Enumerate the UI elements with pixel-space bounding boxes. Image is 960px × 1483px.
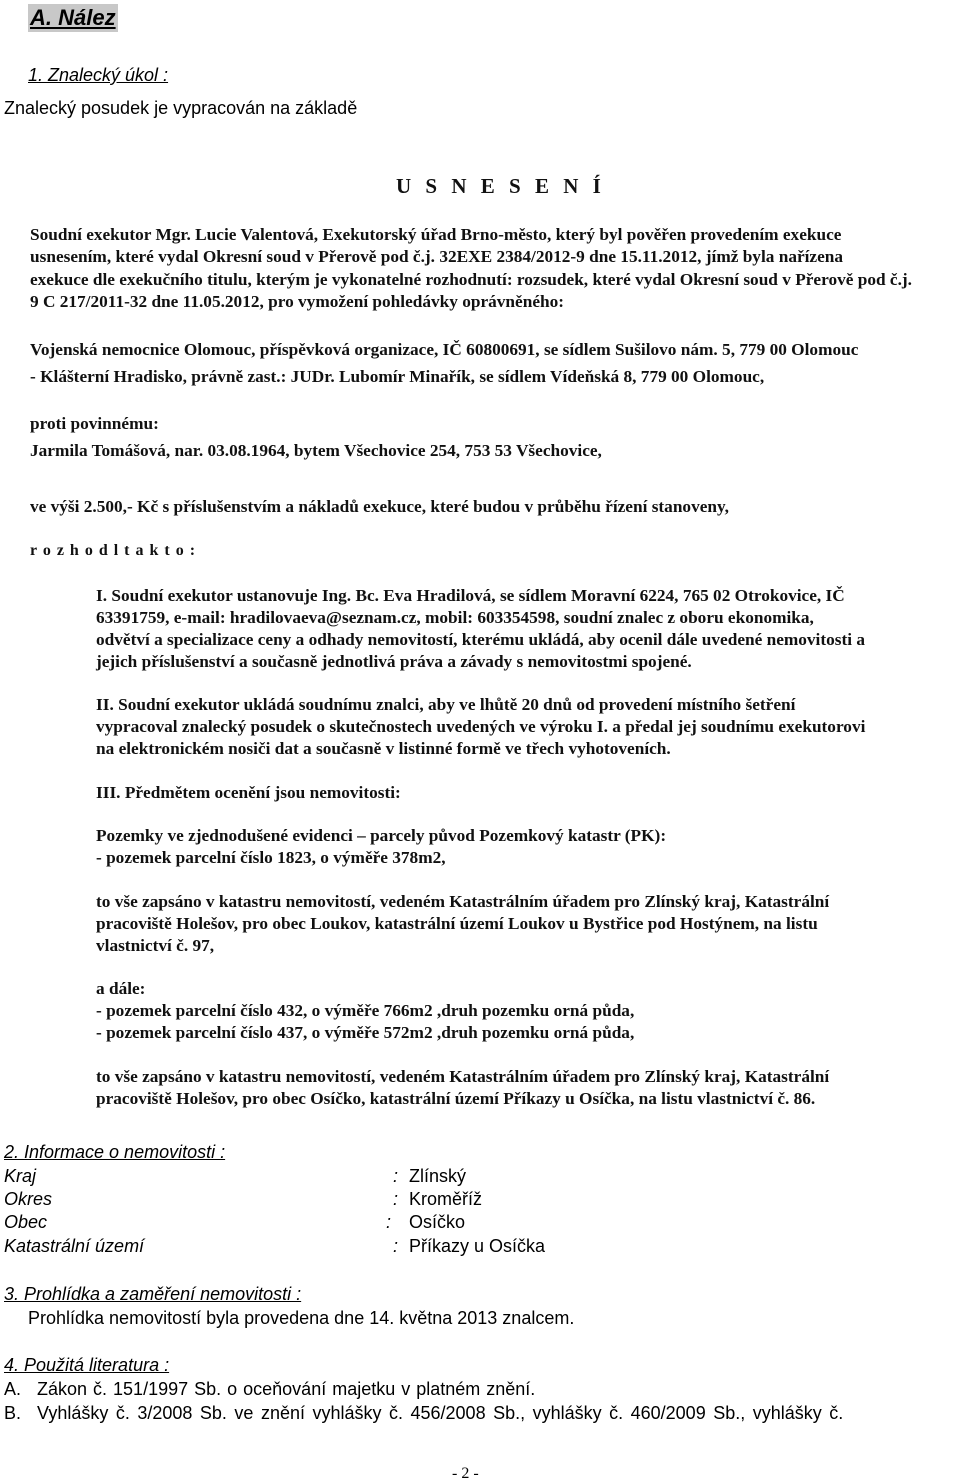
resolution-line: - pozemek parcelní číslo 437, o výměře 572m2 ,druh pozemku orná půda, bbox=[96, 1023, 635, 1042]
section-4-heading: 4. Použitá literatura : bbox=[4, 1355, 170, 1375]
resolution-line: Pozemky ve zjednodušené evidenci – parcely původ Pozemkový katastr (PK): bbox=[96, 826, 667, 845]
resolution-line: vlastnictví č. 97, bbox=[96, 936, 215, 955]
resolution-line: Jarmila Tomášová, nar. 03.08.1964, bytem Všechovice 254, 753 53 Všechovice, bbox=[30, 441, 602, 460]
resolution-line: a dále: bbox=[96, 979, 146, 998]
resolution-line: usnesením, které vydal Okresní soud v Přerově pod č.j. 32EXE 2384/2012-9 dne 15.11.2012, jímž byla nařízena bbox=[30, 247, 844, 266]
resolution-line: r o z h o d l t a k t o : bbox=[30, 542, 197, 559]
info-label-okres: Okres bbox=[4, 1189, 53, 1209]
resolution-line: odvětví a specializace ceny a odhady nemovitostí, kterému ukládá, aby ocenil dále uvedené nemovitosti a bbox=[96, 630, 865, 649]
section-a-title: A. Nález bbox=[30, 5, 116, 30]
resolution-line: - Klášterní Hradisko, právně zast.: JUDr. Lubomír Minařík, se sídlem Vídeňská 8, 779 00 Olomouc, bbox=[30, 367, 765, 386]
info-label-katastralni-uzemi: Katastrální území bbox=[4, 1236, 145, 1256]
resolution-line: pracoviště Holešov, pro obec Osíčko, katastrální území Příkazy u Osíčka, na listu vlastnictví č. 86. bbox=[96, 1089, 816, 1108]
section-1-heading: 1. Znalecký úkol : bbox=[28, 65, 169, 85]
resolution-line: exekuce dle exekučního titulu, kterým je vykonatelné rozhodnutí: rozsudek, které vydal Okresní soud v Přerově pod č.j. bbox=[30, 270, 912, 289]
info-value-katastralni-uzemi: Příkazy u Osíčka bbox=[409, 1236, 546, 1256]
resolution-line: 9 C 217/2011-32 dne 11.05.2012, pro vymožení pohledávky oprávněného: bbox=[30, 292, 565, 311]
info-label-kraj: Kraj bbox=[4, 1166, 37, 1186]
page-number: - 2 - bbox=[452, 1465, 479, 1482]
resolution-line: to vše zapsáno v katastru nemovitostí, vedeném Katastrálním úřadem pro Zlínský kraj, Katastrální bbox=[96, 1067, 830, 1086]
resolution-line: 63391759, e-mail: hradilovaeva@seznam.cz, mobil: 603354598, soudní znalec z oboru ekonomika, bbox=[96, 608, 814, 627]
info-value-kraj: Zlínský bbox=[409, 1166, 467, 1186]
info-colon: : bbox=[393, 1166, 399, 1186]
resolution-line: Vojenská nemocnice Olomouc, příspěvková organizace, IČ 60800691, se sídlem Sušilovo nám. 5, 779 00 Olomouc bbox=[30, 340, 859, 359]
resolution-line: pracoviště Holešov, pro obec Loukov, katastrální území Loukov u Bystřice pod Hostýnem, na listu bbox=[96, 914, 818, 933]
section-3-text: Prohlídka nemovitostí byla provedena dne 14. května 2013 znalcem. bbox=[28, 1308, 575, 1328]
info-colon: : bbox=[386, 1212, 392, 1232]
resolution-line: na elektronickém nosiči dat a současně v listinné formě ve třech vyhotoveních. bbox=[96, 739, 671, 758]
literature-item: Vyhlášky č. 3/2008 Sb. ve znění vyhlášky č. 456/2008 Sb., vyhlášky č. 460/2009 Sb., vyhlášky č. bbox=[37, 1403, 844, 1423]
resolution-line: - pozemek parcelní číslo 1823, o výměře 378m2, bbox=[96, 848, 446, 867]
resolution-line: to vše zapsáno v katastru nemovitostí, vedeném Katastrálním úřadem pro Zlínský kraj, Katastrální bbox=[96, 892, 830, 911]
literature-marker: B. bbox=[4, 1403, 22, 1423]
info-value-obec: Osíčko bbox=[409, 1212, 466, 1232]
info-label-obec: Obec bbox=[4, 1212, 48, 1232]
section-3-heading: 3. Prohlídka a zaměření nemovitosti : bbox=[4, 1284, 302, 1304]
resolution-line: II. Soudní exekutor ukládá soudnímu znalci, aby ve lhůtě 20 dnů od provedení místního šetření bbox=[96, 695, 796, 714]
info-colon: : bbox=[393, 1236, 399, 1256]
resolution-line: vypracoval znalecký posudek o skutečnostech uvedených ve výroku I. a předal jej soudnímu exekutorovi bbox=[96, 717, 866, 736]
info-value-okres: Kroměříž bbox=[409, 1189, 483, 1209]
resolution-line: I. Soudní exekutor ustanovuje Ing. Bc. Eva Hradilová, se sídlem Moravní 6224, 765 02 Otrokovice, IČ bbox=[96, 586, 845, 605]
resolution-line: jejich příslušenství a současně jednotlivá práva a závady s nemovitostmi spojené. bbox=[96, 652, 692, 671]
info-colon: : bbox=[393, 1189, 399, 1209]
resolution-line: - pozemek parcelní číslo 432, o výměře 766m2 ,druh pozemku orná půda, bbox=[96, 1001, 635, 1020]
resolution-line: proti povinnému: bbox=[30, 414, 159, 433]
resolution-line: ve výši 2.500,- Kč s příslušenstvím a nákladů exekuce, které budou v průběhu řízení stanoveny, bbox=[30, 497, 729, 516]
literature-item: Zákon č. 151/1997 Sb. o oceňování majetku v platném znění. bbox=[37, 1379, 536, 1399]
resolution-line: Soudní exekutor Mgr. Lucie Valentová, Exekutorský úřad Brno-město, který byl pověřen provedením exekuce bbox=[30, 225, 842, 244]
section-1-text: Znalecký posudek je vypracován na základě bbox=[4, 98, 358, 118]
resolution-title: U S N E S E N Í bbox=[396, 174, 606, 198]
resolution-line: III. Předmětem ocenění jsou nemovitosti: bbox=[96, 783, 401, 802]
literature-marker: A. bbox=[4, 1379, 22, 1399]
section-2-heading: 2. Informace o nemovitosti : bbox=[4, 1142, 226, 1162]
